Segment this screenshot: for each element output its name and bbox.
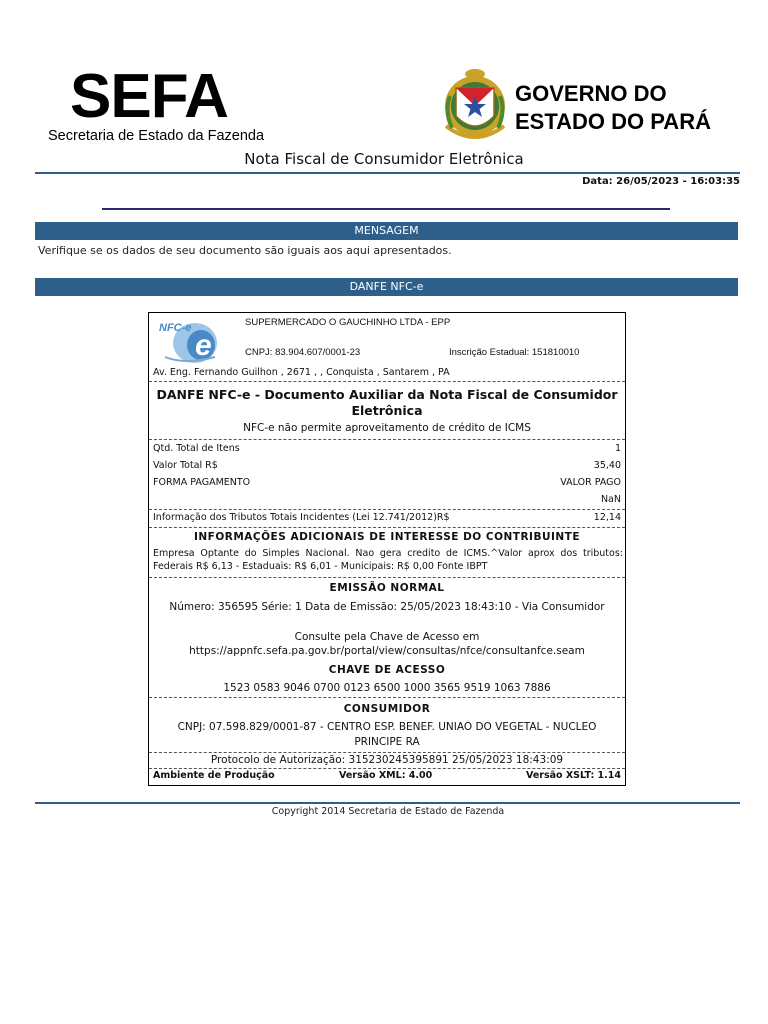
divider [149,697,625,698]
page-title: Nota Fiscal de Consumidor Eletrônica [244,150,524,168]
valor-total-value: 35,40 [593,460,621,471]
tributos-row [153,512,621,523]
mensagem-header: MENSAGEM [35,222,738,240]
valor-total-row [153,460,621,471]
versao-xml-label: Versão XML: 4.00 [339,770,433,781]
divider [149,577,625,578]
danfe-header: DANFE NFC-e [35,278,738,296]
valor-pago-label: VALOR PAGO [560,477,621,488]
emitente-address: Av. Eng. Fernando Guilhon , 2671 , , Conquista , Santarem , PA [153,367,450,378]
consulte-text: Consulte pela Chave de Acesso em [294,631,480,643]
governo-line-2: ESTADO DO PARÁ [515,109,711,134]
nfce-logo-icon [155,317,227,367]
forma-pagamento-label: FORMA PAGAMENTO [153,477,251,488]
consumidor-heading: CONSUMIDOR [343,703,431,715]
qtd-total-value: 1 [614,443,621,454]
valor-total-label: Valor Total R$ [153,460,218,471]
governo-line-1: GOVERNO DO [515,81,667,106]
governo-title [515,80,711,136]
governo-para-logo [442,66,742,148]
svg-text:e: e [195,329,212,362]
tributos-label: Informação dos Tributos Totais Incidentes (Lei 12.741/2012)R$ [153,512,450,523]
mensagem-text: Verifique se os dados de seu documento são iguais aos aqui apresentados. [38,244,452,257]
date-stamp: Data: 26/05/2023 - 16:03:35 [582,176,740,187]
rodape-row [153,770,621,781]
emitente-name: SUPERMERCADO O GAUCHINHO LTDA - EPP [245,317,451,328]
nfce-logo-text: NFC-e [159,322,192,334]
divider [35,802,740,804]
sefa-subtitle: Secretaria de Estado da Fazenda [48,128,265,144]
versao-xslt-label: Versão XSLT: 1.14 [525,770,621,781]
sefa-logo [48,62,288,144]
ambiente-label: Ambiente de Produção [153,770,275,781]
info-adicionais-heading: INFORMAÇÕES ADICIONAIS DE INTERESSE DO CONTRIBUINTE [193,531,581,543]
emitente-cnpj: CNPJ: 83.904.607/0001-23 [245,347,361,358]
qtd-total-row [153,443,621,454]
forma-pagamento-row [153,477,621,488]
consumidor-text: CNPJ: 07.598.829/0001-87 - CENTRO ESP. BENEF. UNIAO DO VEGETAL - NUCLEO PRINCIPE RA [177,721,597,748]
sefa-logo-text: SEFA [70,62,228,131]
chave-heading: CHAVE DE ACESSO [328,664,446,676]
divider [149,752,625,753]
danfe-title: DANFE NFC-e - Documento Auxiliar da Nota Fiscal de Consumidor Eletrônica [156,387,618,418]
consulta-url[interactable]: https://appnfc.sefa.pa.gov.br/portal/view/consultas/nfce/consultanfce.seam [189,645,585,657]
qtd-total-label: Qtd. Total de Itens [153,443,240,454]
divider [149,381,625,382]
divider [102,208,670,210]
emissao-heading: EMISSÃO NORMAL [329,582,445,594]
emissao-numero: Número: 356595 Série: 1 Data de Emissão: 25/05/2023 18:43:10 - Via Consumidor [169,601,605,613]
danfe-box [148,312,626,786]
copyright-text: Copyright 2014 Secretaria de Estado de Fazenda [271,806,505,817]
info-adicionais-text: Empresa Optante do Simples Nacional. Nao gera credito de ICMS.^Valor aprox dos tributos: Federais R$ 6,13 - Estaduais: R$ 6,01 - Municipais: R$ 0,00 Fonte IBPT [153,548,623,572]
divider [35,172,740,174]
valor-pago-value: NaN [600,494,621,505]
divider [149,768,625,769]
emitente-ie: Inscrição Estadual: 151810010 [449,347,580,358]
divider [149,509,625,510]
divider [149,527,625,528]
protocolo-text: Protocolo de Autorização: 315230245395891 25/05/2023 18:43:09 [210,754,564,766]
danfe-note: NFC-e não permite aproveitamento de crédito de ICMS [243,422,531,434]
coat-of-arms-icon [442,66,508,148]
divider [149,439,625,440]
chave-value: 1523 0583 9046 0700 0123 6500 1000 3565 9519 1063 7886 [223,682,551,694]
tributos-value: 12,14 [593,512,621,523]
